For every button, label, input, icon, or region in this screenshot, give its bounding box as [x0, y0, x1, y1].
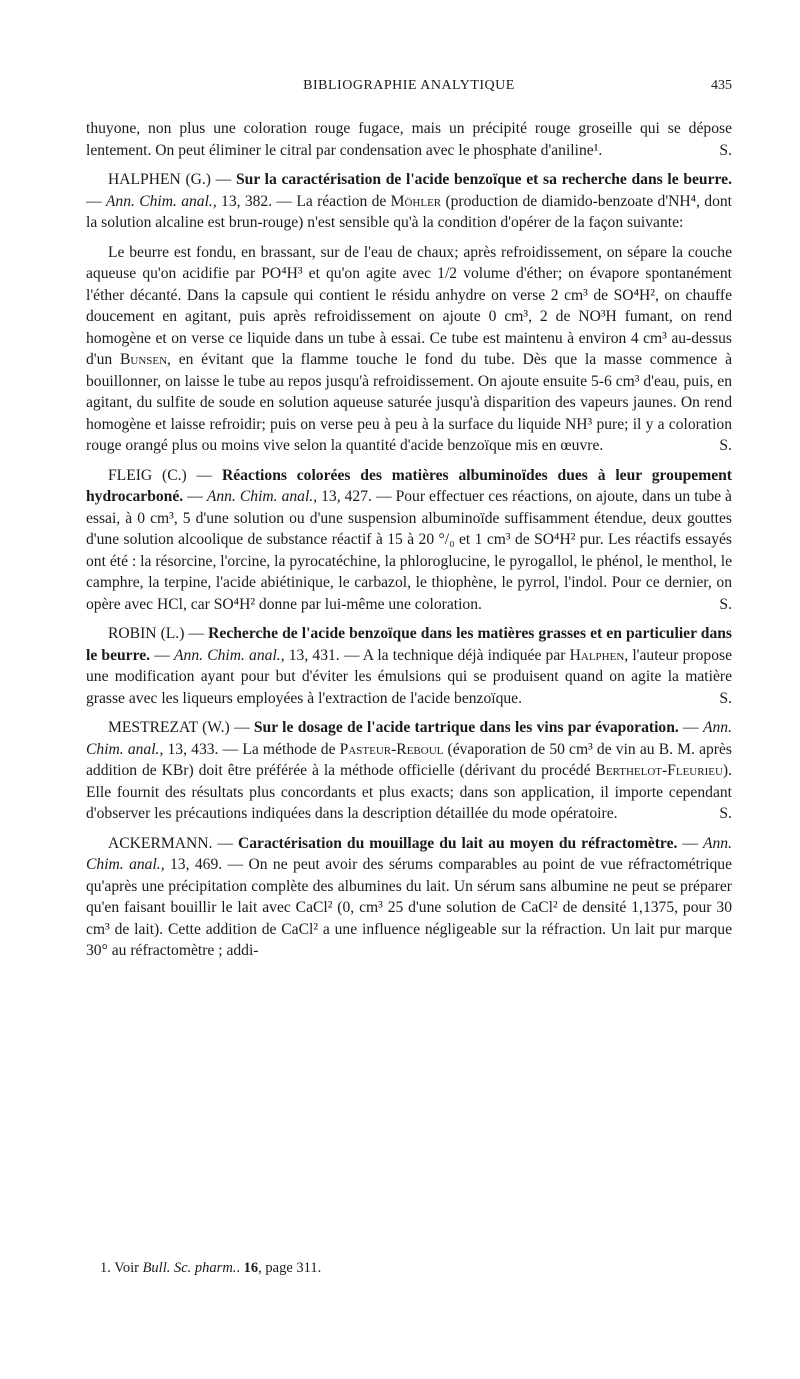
- entry-journal: Ann. Chim. anal.: [86, 719, 732, 758]
- footnote-journal: Bull. Sc. pharm.: [142, 1260, 237, 1276]
- signature: S.: [719, 689, 732, 707]
- entry-separator: —: [150, 646, 175, 664]
- entry-separator: —: [677, 834, 703, 852]
- entry-author: MESTREZAT (W.) —: [108, 719, 250, 736]
- bibliography-entry: [86, 833, 732, 962]
- entry-text: , l'auteur propose une modification ayant pour but d'éviter les émulsions qui se produisent quand on agite la matière grasse avec les liqueurs employées à l'extraction de l'acide benzoïque.: [86, 646, 732, 707]
- entry-author: ROBIN (L.) —: [108, 625, 205, 642]
- entry-journal: Ann. Chim. anal.: [86, 834, 732, 873]
- running-title: BIBLIOGRAPHIE ANALYTIQUE: [303, 78, 515, 93]
- entry-reference: , 13, 431.: [280, 646, 340, 664]
- bibliography-entry: [86, 465, 732, 616]
- page-number: 435: [711, 78, 732, 93]
- footnote: [100, 1260, 730, 1277]
- bibliography-entry: [86, 169, 732, 234]
- entry-text: ). Elle fournit des résultats plus concordants et plus exacts; dans son application, il importe cependant d'observer les précautions indiquées dans la description détaillée du mode opératoire.: [86, 762, 732, 822]
- footnote-rest: , page 311.: [258, 1260, 322, 1276]
- entry-title: Sur le dosage de l'acide tartrique dans les vins par évaporation.: [253, 719, 679, 736]
- entry-text: — La réaction de: [272, 192, 391, 210]
- entry-journal: Ann. Chim. anal.: [105, 192, 213, 210]
- entry-text: (évaporation de 50 cm³ de vin au B. M. après addition de KBr) doit être préférée à la méthode officielle (dérivant du procédé: [86, 740, 732, 779]
- paragraph-text: thuyone, non plus une coloration rouge fugace, mais un précipité rouge groseille qui se dépose lentement. On peut éliminer le citral par condensation avec le phosphate d'aniline¹.: [86, 120, 732, 159]
- signature: S.: [719, 141, 732, 159]
- person-name: Halphen: [569, 646, 625, 664]
- entry-separator: —: [183, 488, 207, 505]
- entry-reference: , 13, 382.: [212, 192, 273, 210]
- entry-title: Recherche de l'acide benzoïque dans les matières grasses et en particulier dans le beurre.: [86, 625, 732, 664]
- entry-journal: Ann. Chim. anal.: [206, 488, 314, 505]
- page-body: [86, 118, 732, 970]
- entry-title: Caractérisation du mouillage du lait au moyen du réfractomètre.: [237, 834, 678, 852]
- person-name: Pasteur-Reboul: [339, 740, 444, 758]
- entry-author: ACKERMANN. —: [108, 834, 233, 852]
- entry-text: — Pour effectuer ces réactions, on ajoute, dans un tube à essai, à 0 cm³, 5 d'une solution ou d'une suspension albuminoïde suffisamment étendue, deux gouttes d'une solution alcoolique de substance réactif à 15 à 20 °/₀ et 1 cm³ de SO⁴H² pur. Les réactifs essayés ont été : la résorcine, l'orcine, la pyrocatéchine, la phloroglucine, le pyrogallol, le phénol, le menthol, le camphre, la terpine, l'acide abiétinique, le carbazol, le thiophène, le pyrrol, l'indol. Pour ce dernier, on opère avec HCl, car SO⁴H² donne par lui-même une coloration.: [86, 488, 732, 613]
- entry-text: (production de diamido-benzoate d'NH⁴, dont la solution alcaline est brun-rouge) n'est sensible qu'à la condition d'opérer de la façon suivante:: [86, 192, 733, 231]
- entry-separator: —: [86, 192, 106, 210]
- paragraph-continuation: [86, 118, 732, 161]
- bibliography-entry: [86, 717, 732, 825]
- person-name: Möhler: [390, 192, 442, 210]
- person-name: Berthelot-Fleurieu: [595, 762, 723, 779]
- entry-author: FLEIG (C.) —: [108, 466, 213, 484]
- footnote-volume: 16: [243, 1260, 259, 1276]
- signature: S.: [719, 437, 732, 454]
- entry-text: — A la technique déjà indiquée par: [339, 646, 570, 664]
- entry-author: HALPHEN (G.) —: [108, 171, 232, 188]
- paragraph: [86, 242, 732, 457]
- signature: S.: [719, 805, 732, 822]
- footnote-separator: .: [236, 1260, 244, 1276]
- person-name: Bunsen: [119, 351, 168, 368]
- signature: S.: [719, 595, 732, 613]
- footnote-marker: 1. Voir: [100, 1260, 143, 1276]
- entry-reference: , 13, 427.: [313, 488, 372, 505]
- entry-reference: , 13, 433.: [159, 740, 219, 758]
- entry-reference: , 13, 469.: [160, 856, 223, 873]
- entry-title: Sur la caractérisation de l'acide benzoïque et sa recherche dans le beurre.: [235, 171, 732, 188]
- bibliography-entry: [86, 623, 732, 709]
- entry-text: — On ne peut avoir des sérums comparables au point de vue réfractométrique qu'après une précipitation complète des albumines du lait. Un sérum sans albumine ne peut se préparer qu'en faisant bouillir le lait avec CaCl² (0, cm³ 25 d'une solution de CaCl² de densité 1,1375, pour 30 cm³ de lait). Cette addition de CaCl² a une influence négligeable sur la réfraction. Un lait pur marque 30° au réfractomètre ; addi-: [86, 856, 732, 959]
- entry-text: — La méthode de: [218, 740, 340, 758]
- paragraph-text: , en évitant que la flamme touche le fond du tube. Dès que la masse commence à bouillonner, on laisse le tube au repos jusqu'à refroidissement. On ajoute ensuite 5-6 cm³ d'eau, puis, en agitant, du sulfite de soude en solution aqueuse saturée jusqu'à disparition des vapeurs jaunes. On rend homogène et laisse refroidir; puis on verse peu à peu à la surface du liquide NH³ pure; il y a coloration rouge orangé plus ou moins vive selon la quantité d'acide benzoïque mis en œuvre.: [86, 351, 732, 454]
- entry-journal: Ann. Chim. anal.: [174, 646, 281, 664]
- page-header: [86, 78, 732, 98]
- paragraph-text: Le beurre est fondu, en brassant, sur de l'eau de chaux; après refroidissement, on sépare la couche aqueuse qu'on acidifie par PO⁴H³ et qu'on agite avec 1/2 volume d'éther; on évapore spontanément l'éther décanté. Dans la capsule qui contient le résidu anhydre on verse 2 cm³ de SO⁴H², on chauffe doucement en agitant, puis après refroidissement on ajoute 0 cm³, 2 de NO³H fumant, on rend homogène et on verse ce liquide dans un tube à essai. Ce tube est maintenu à environ 4 cm³ au-dessus d'un: [86, 243, 732, 368]
- entry-separator: —: [678, 719, 703, 736]
- entry-title: Réactions colorées des matières albuminoïdes dues à leur groupement hydrocarboné.: [86, 466, 733, 505]
